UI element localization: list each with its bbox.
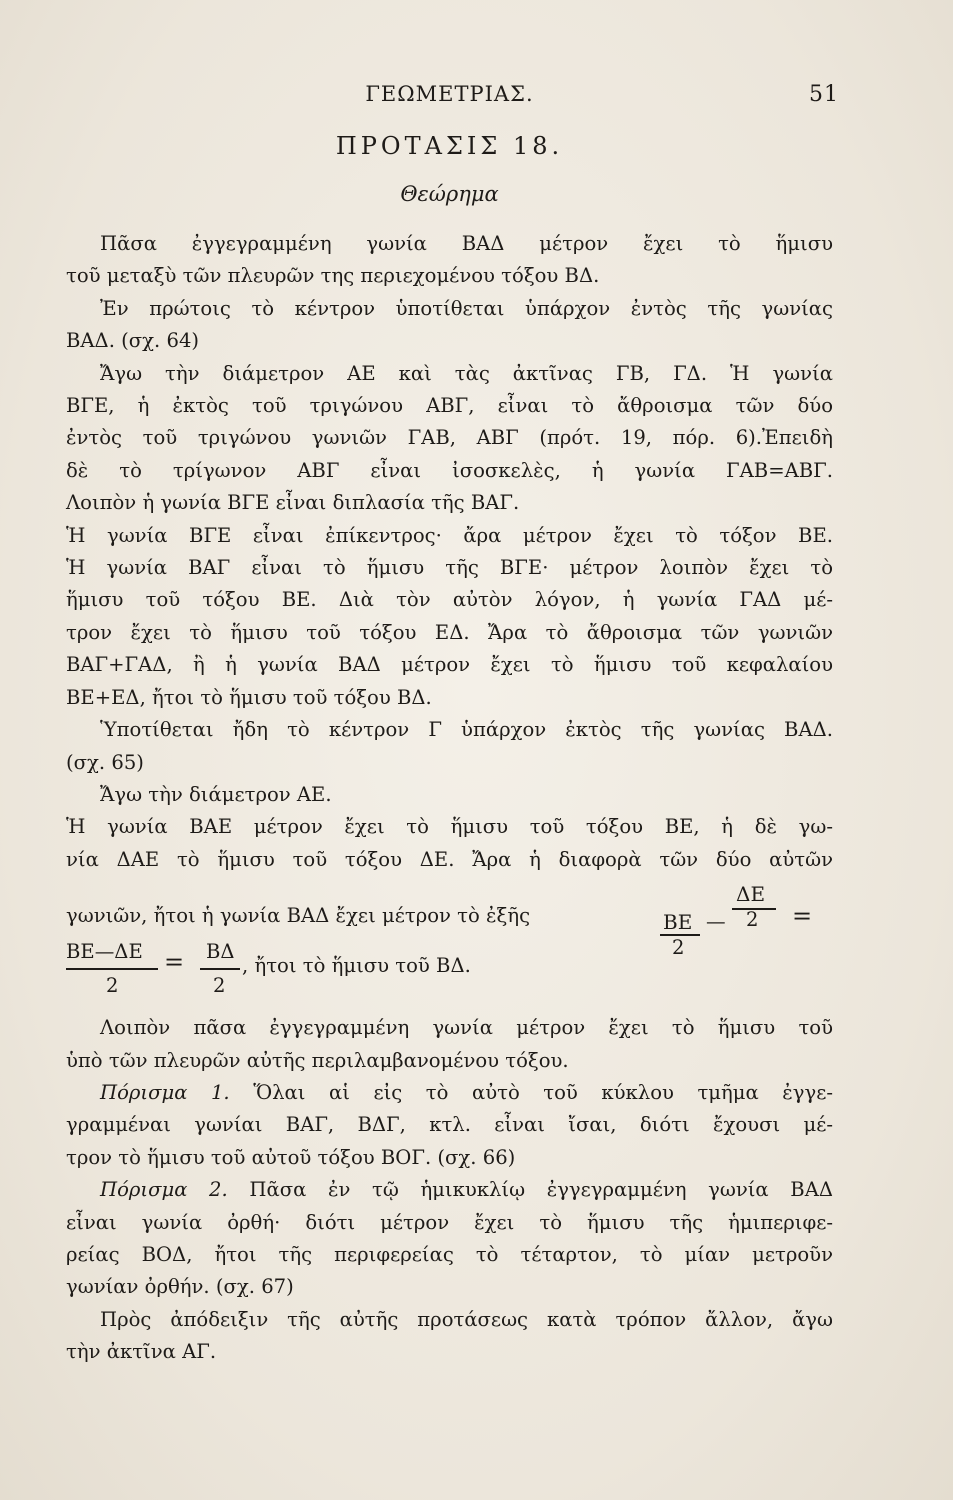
text-line: ἐντὸς τοῦ τριγώνου γωνιῶν ΓΑΒ, ΑΒΓ (πρότ. 19, πόρ. 6).Ἐπειδὴ: [66, 426, 833, 450]
corollary-2-label: Πόρισμα 2.: [100, 1178, 228, 1202]
theorem-label: Θεώρημα: [400, 182, 499, 206]
corollary-2-text: Πᾶσα ἐν τῷ ἡμικυκλίῳ ἐγγεγραμμένη γωνία ΒΑΔ: [249, 1178, 833, 1202]
text-line: γραμμέναι γωνίαι ΒΑΓ, ΒΔΓ, κτλ. εἶναι ἴσαι, διότι ἔχουσι μέ-: [66, 1113, 833, 1137]
text-line: Λοιπὸν πᾶσα ἐγγεγραμμένη γωνία μέτρον ἔχει τὸ ἥμισυ τοῦ: [100, 1016, 833, 1040]
frac-equals: =: [792, 902, 813, 931]
text-line: τρον τὸ ἥμισυ τοῦ αὐτοῦ τόξου ΒΟΓ. (σχ. 66): [66, 1145, 516, 1169]
text-line: Ὑποτίθεται ἤδη τὸ κέντρον Γ ὑπάρχον ἐκτὸς τῆς γωνίας ΒΑΔ.: [100, 718, 833, 742]
text-line: Ἄγω τὴν διάμετρον ΑΕ.: [100, 782, 332, 806]
fraction-formula-continued: [66, 940, 833, 1012]
text-line: ΒΓΕ, ἡ ἐκτὸς τοῦ τριγώνου ΑΒΓ, εἶναι τὸ ἄθροισμα τῶν δύο: [66, 394, 833, 418]
formula-tail-text: , ἤτοι τὸ ἥμισυ τοῦ ΒΔ.: [242, 954, 471, 978]
proof-part-1: [66, 293, 833, 714]
conclusion: [66, 1012, 833, 1077]
text-line: ἥμισυ τοῦ τόξου ΒΕ. Διὰ τὸν αὐτὸν λόγον, ἡ γωνία ΓΑΔ μέ-: [66, 588, 833, 612]
text-line: Πρὸς ἀπόδειξιν τῆς αὐτῆς προτάσεως κατὰ τρόπον ἄλλον, ἄγω: [100, 1307, 833, 1331]
frac-d-rule: [200, 968, 240, 970]
text-line: ὑπὸ τῶν πλευρῶν αὐτῆς περιλαμβανομένου τόξου.: [66, 1048, 569, 1072]
text-line: Ἡ γωνία ΒΓΕ εἶναι ἐπίκεντρος· ἄρα μέτρον ἔχει τὸ τόξον ΒΕ.: [66, 523, 833, 547]
text-line: εἶναι γωνία ὀρθή· διότι μέτρον ἔχει τὸ ἥμισυ τῆς ἡμιπεριφε-: [66, 1210, 833, 1234]
text-line: Λοιπὸν ἡ γωνία ΒΓΕ εἶναι διπλασία τῆς ΒΑΓ.: [66, 491, 520, 515]
proof-part-2: [66, 714, 833, 876]
text-line: Ἄγω τὴν διάμετρον ΑΕ καὶ τὰς ἀκτῖνας ΓΒ, ΓΔ. Ἡ γωνία: [100, 361, 833, 385]
text-line: ρείας ΒΟΔ, ἤτοι τῆς περιφερείας τὸ τέταρτον, τὸ μίαν μετροῦν: [66, 1242, 833, 1266]
corollary-1-text: Ὅλαι αἱ εἰς τὸ αὐτὸ τοῦ κύκλου τμῆμα ἐγγε-: [253, 1080, 833, 1104]
text-line: δὲ τὸ τρίγωνον ΑΒΓ εἶναι ἰσοσκελὲς, ἡ γωνία ΓΑΒ=ΑΒΓ.: [66, 458, 833, 482]
frac-c-rule: [66, 968, 158, 970]
frac-d-numerator: ΒΔ: [206, 940, 235, 964]
text-line: τοῦ μεταξὺ τῶν πλευρῶν της περιεχομένου τόξου ΒΔ.: [66, 264, 600, 288]
text-line: τὴν ἀκτῖνα ΑΓ.: [66, 1340, 217, 1364]
text-line: (σχ. 65): [66, 750, 144, 774]
text-line: Ἡ γωνία ΒΑΕ μέτρον ἔχει τὸ ἥμισυ τοῦ τόξου ΒΕ, ἡ δὲ γω-: [66, 815, 833, 839]
frac-equals-2: =: [164, 948, 185, 977]
page-number: 51: [809, 82, 839, 107]
frac-d-denominator: 2: [213, 974, 226, 998]
frac-a-numerator: ΒΕ: [663, 910, 693, 935]
frac-c-numerator: ΒΕ—ΔΕ: [66, 940, 143, 964]
corollary-2: [66, 1174, 833, 1304]
frac-minus: —: [706, 910, 726, 934]
corollary-1-label: Πόρισμα 1.: [100, 1080, 230, 1104]
text-line: ΒΕ+ΕΔ, ἤτοι τὸ ἥμισυ τοῦ τόξου ΒΔ.: [66, 685, 432, 709]
text-line: ΒΑΔ. (σχ. 64): [66, 329, 200, 353]
formula-lead-text: γωνιῶν, ἤτοι ἡ γωνία ΒΑΔ ἔχει μέτρον τὸ ἐξῆς: [66, 904, 531, 928]
text-line: Ἐν πρώτοις τὸ κέντρον ὑποτίθεται ὑπάρχον ἐντὸς τῆς γωνίας: [100, 296, 833, 320]
text-line: νία ΔΑΕ τὸ ἥμισυ τοῦ τόξου ΔΕ. Ἄρα ἡ διαφορὰ τῶν δύο αὐτῶν: [66, 847, 833, 871]
corollary-1: [66, 1077, 833, 1174]
running-title: ΓΕΩΜΕΤΡΙΑΣ.: [365, 82, 534, 106]
text-line: γωνίαν ὀρθήν. (σχ. 67): [66, 1275, 294, 1299]
text-line: Πᾶσα ἐγγεγραμμένη γωνία ΒΑΔ μέτρον ἔχει τὸ ἥμισυ: [100, 232, 833, 255]
text-line: ΒΑΓ+ΓΑΔ, ἢ ἡ γωνία ΒΑΔ μέτρον ἔχει τὸ ἥμισυ τοῦ κεφαλαίου: [66, 653, 833, 677]
proposition-heading: ΠΡΟΤΑΣΙΣ 18.: [335, 132, 564, 160]
closing-paragraph: [66, 1304, 833, 1369]
frac-a-denominator: 2: [672, 936, 685, 960]
text-line: [66, 1077, 833, 1109]
running-head: [66, 78, 839, 118]
frac-b-denominator: 2: [746, 908, 759, 932]
text-line: Ἡ γωνία ΒΑΓ εἶναι τὸ ἥμισυ τῆς ΒΓΕ· μέτρον λοιπὸν ἔχει τὸ: [66, 556, 833, 580]
text-line: [66, 1174, 833, 1206]
frac-c-denominator: 2: [106, 974, 119, 998]
theorem-statement: [66, 228, 833, 293]
text-line: τρον ἔχει τὸ ἥμισυ τοῦ τόξου ΕΔ. Ἄρα τὸ ἄθροισμα τῶν γωνιῶν: [66, 620, 833, 644]
frac-b-numerator: ΔΕ: [736, 882, 766, 907]
